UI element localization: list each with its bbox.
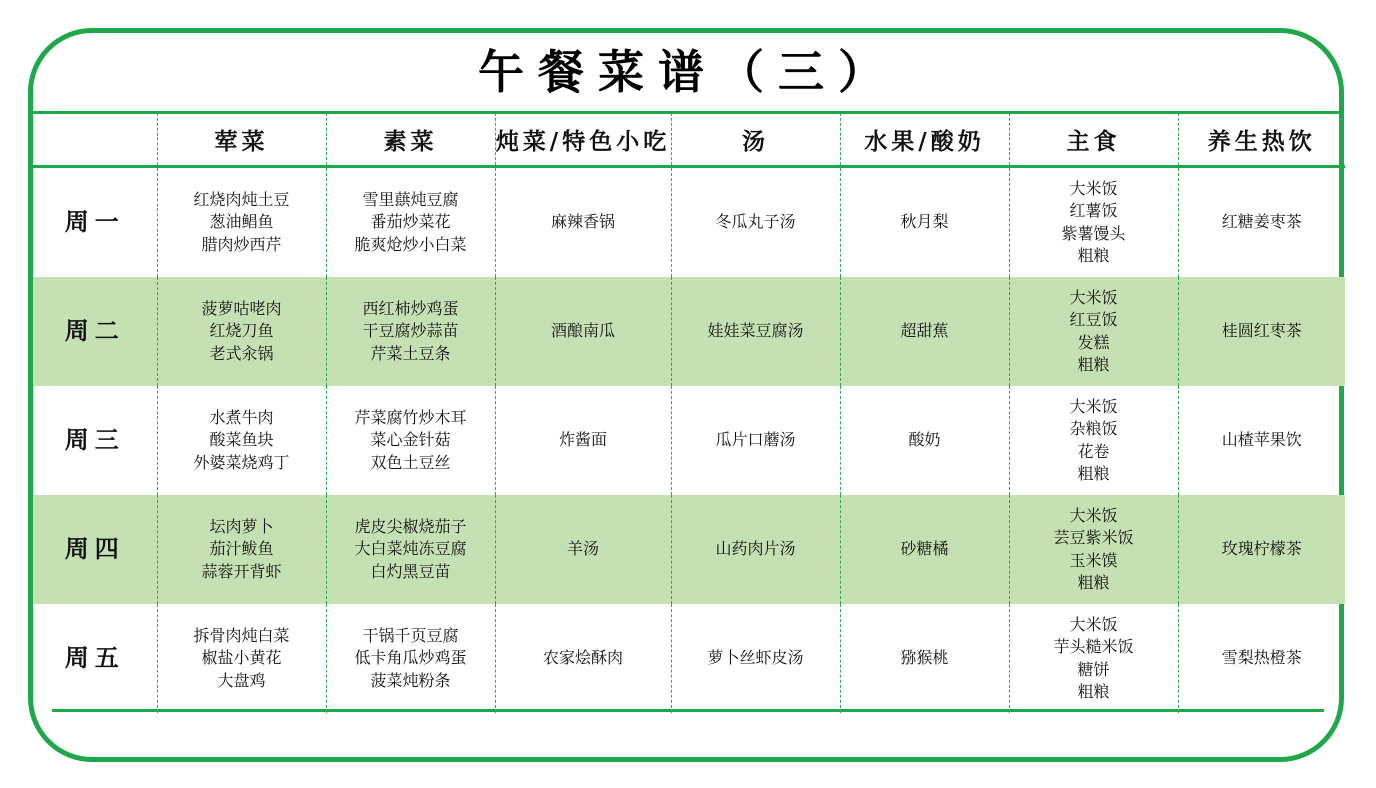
day-label: 周一 [64, 207, 125, 237]
dish-item: 发糕 [1077, 332, 1110, 352]
menu-title: 午餐菜谱（三） [478, 45, 898, 99]
dish-item: 水煮牛肉 [209, 407, 274, 427]
meat-cell [157, 495, 326, 604]
dish-item: 腊肉炒西芹 [201, 234, 282, 254]
dish-item: 玉米馍 [1069, 550, 1118, 570]
dish-item: 粗粮 [1077, 246, 1110, 265]
dish-item: 红烧肉炖土豆 [193, 189, 290, 209]
dish-item: 菜心金针菇 [370, 430, 451, 450]
dish-item: 芋头糙米饭 [1053, 637, 1134, 656]
drink-cell: 玫瑰柠檬茶 [1178, 495, 1345, 604]
fruit-cell: 秋月梨 [840, 167, 1009, 278]
header-staple: 主食 [1009, 113, 1178, 167]
drink-cell: 桂圆红枣茶 [1178, 277, 1345, 386]
dish-item: 大米饭 [1069, 178, 1118, 198]
dish-item: 大米饭 [1069, 505, 1118, 525]
staple-cell [1009, 386, 1178, 495]
stew-cell: 农家烩酥肉 [495, 604, 671, 713]
day-label: 周三 [64, 425, 125, 455]
dish-item: 脆爽炝炒小白菜 [354, 234, 467, 254]
dish-item: 大米饭 [1069, 287, 1118, 307]
dish-item: 雪里蕻炖豆腐 [362, 189, 459, 209]
veg-cell [326, 495, 495, 604]
dish-item: 干豆腐炒蒜苗 [362, 321, 459, 341]
dish-item: 糖饼 [1077, 659, 1110, 679]
dish-item: 大米饭 [1069, 614, 1118, 634]
table-row [33, 167, 1345, 278]
header-stew: 炖菜/特色小吃 [495, 113, 671, 167]
dish-item: 菠菜炖粉条 [370, 670, 451, 690]
meat-cell [157, 604, 326, 713]
day-label: 周四 [33, 495, 157, 604]
dish-item: 外婆菜烧鸡丁 [193, 452, 290, 472]
staple-cell [1009, 604, 1178, 713]
header-fruit: 水果/酸奶 [840, 113, 1009, 167]
fruit-cell: 砂糖橘 [840, 495, 1009, 604]
dish-item: 酸菜鱼块 [209, 430, 274, 450]
header-soup: 汤 [671, 113, 840, 167]
header-corner [33, 113, 157, 167]
dish-item: 粗粮 [1077, 573, 1110, 592]
dish-item: 粗粮 [1077, 682, 1110, 701]
table-row [33, 495, 1345, 604]
meat-cell [157, 167, 326, 278]
dish-item: 干锅千页豆腐 [362, 625, 459, 645]
veg-cell [326, 167, 495, 278]
staple-cell [1009, 495, 1178, 604]
stew-cell: 麻辣香锅 [495, 167, 671, 278]
table-row [33, 604, 1345, 713]
staple-cell [1009, 277, 1178, 386]
table-row [33, 277, 1345, 386]
menu-table [33, 113, 1345, 713]
menu-body [33, 167, 1345, 714]
dish-item: 紫薯馒头 [1061, 223, 1126, 243]
dish-item: 粗粮 [1077, 355, 1110, 374]
stew-cell: 羊汤 [495, 495, 671, 604]
header-veg: 素菜 [326, 113, 495, 167]
soup-cell: 萝卜丝虾皮汤 [671, 604, 840, 713]
dish-item: 粗粮 [1077, 464, 1110, 483]
dish-item: 葱油鲳鱼 [209, 212, 274, 232]
stew-cell: 炸酱面 [495, 386, 671, 495]
dish-item: 大盘鸡 [217, 670, 266, 690]
fruit-cell: 超甜蕉 [840, 277, 1009, 386]
dish-item: 蒜蓉开背虾 [201, 561, 282, 581]
dish-item: 坛肉萝卜 [209, 516, 274, 536]
drink-cell: 雪梨热橙茶 [1178, 604, 1345, 713]
veg-cell [326, 604, 495, 713]
fruit-cell: 猕猴桃 [840, 604, 1009, 713]
meat-cell [157, 386, 326, 495]
soup-cell: 瓜片口蘑汤 [671, 386, 840, 495]
dish-item: 杂粮饭 [1069, 419, 1118, 438]
dish-item: 大白菜炖冻豆腐 [354, 539, 467, 559]
dish-item: 西红柿炒鸡蛋 [362, 298, 459, 318]
soup-cell: 冬瓜丸子汤 [671, 167, 840, 278]
fruit-cell: 酸奶 [840, 386, 1009, 495]
dish-item: 低卡角瓜炒鸡蛋 [354, 648, 467, 668]
drink-cell: 山楂苹果饮 [1178, 386, 1345, 495]
dish-item: 菠萝咕咾肉 [201, 298, 282, 318]
bottom-divider [52, 709, 1324, 712]
soup-cell: 娃娃菜豆腐汤 [671, 277, 840, 386]
header-row [33, 113, 1345, 167]
dish-item: 芸豆紫米饭 [1053, 528, 1134, 547]
drink-cell: 红糖姜枣茶 [1178, 167, 1345, 278]
dish-item: 花卷 [1077, 441, 1110, 461]
meat-cell [157, 277, 326, 386]
dish-item: 茄汁鲅鱼 [209, 539, 274, 559]
veg-cell [326, 277, 495, 386]
day-label: 周二 [33, 277, 157, 386]
day-label: 周五 [64, 643, 125, 673]
dish-item: 芹菜土豆条 [370, 343, 451, 363]
dish-item: 番茄炒菜花 [370, 212, 451, 232]
header-meat: 荤菜 [157, 113, 326, 167]
stew-cell: 酒酿南瓜 [495, 277, 671, 386]
header-drink: 养生热饮 [1178, 113, 1345, 167]
dish-item: 虎皮尖椒烧茄子 [354, 516, 467, 536]
dish-item: 老式汆锅 [209, 343, 274, 363]
veg-cell [326, 386, 495, 495]
dish-item: 双色土豆丝 [370, 452, 451, 472]
dish-item: 红豆饭 [1069, 310, 1118, 329]
dish-item: 椒盐小黄花 [201, 648, 282, 668]
dish-item: 大米饭 [1069, 396, 1118, 416]
dish-item: 红烧刀鱼 [209, 321, 274, 341]
dish-item: 拆骨肉炖白菜 [193, 625, 290, 645]
staple-cell [1009, 167, 1178, 278]
dish-item: 白灼黑豆苗 [370, 561, 451, 581]
soup-cell: 山药肉片汤 [671, 495, 840, 604]
table-row [33, 386, 1345, 495]
dish-item: 芹菜腐竹炒木耳 [354, 407, 467, 427]
dish-item: 红薯饭 [1069, 201, 1118, 220]
